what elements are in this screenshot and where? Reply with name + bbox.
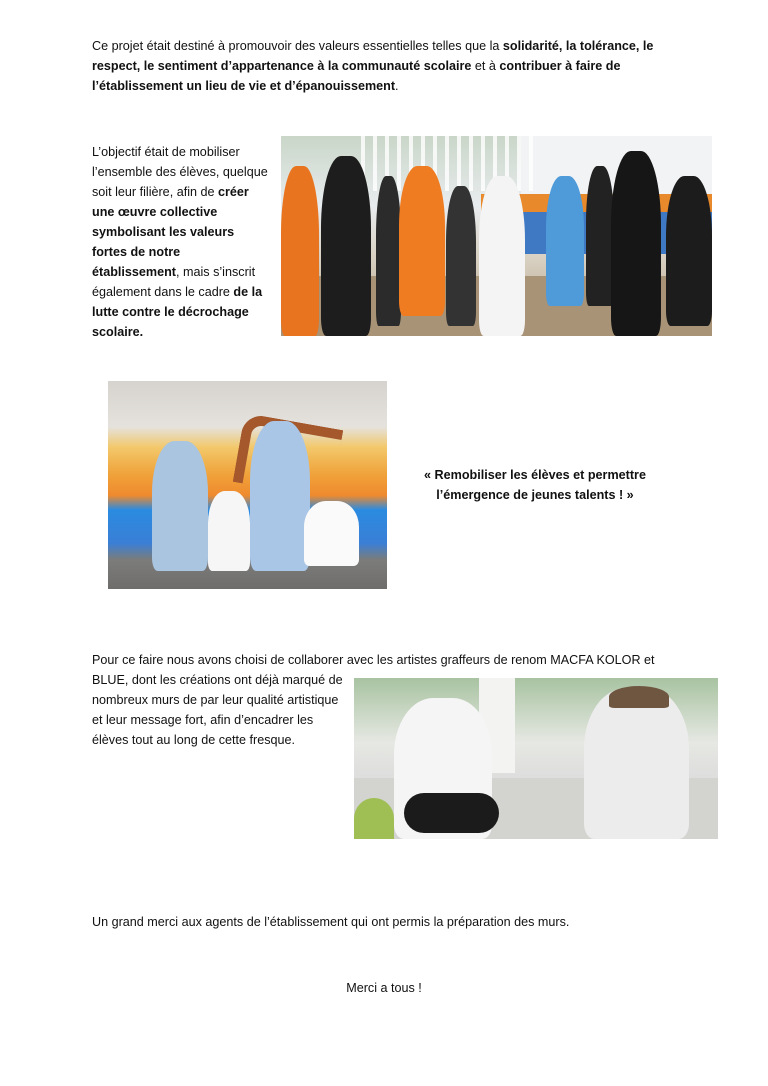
objective-bold-2: de la lutte contre le décrochage scolaire. bbox=[92, 285, 263, 339]
intro-goal-bold: contribuer à faire de l’établissement un lieu de vie et d’épanouissement bbox=[92, 59, 621, 93]
objective-text-2: , mais s’inscrit également dans le cadre bbox=[92, 265, 256, 299]
thanks-paragraph: Un grand merci aux agents de l’établissement qui ont permis la préparation des murs. bbox=[92, 915, 570, 929]
quote-line-2: l’émergence de jeunes talents ! » bbox=[436, 488, 634, 502]
intro-text-2: et à bbox=[471, 59, 500, 73]
collab-line-1: Pour ce faire nous avons choisi de collaborer avec les artistes graffeurs de renom MACFA KOLOR et bbox=[92, 653, 655, 667]
objective-paragraph bbox=[92, 142, 270, 342]
intro-text-3: . bbox=[395, 79, 399, 93]
intro-values-bold: solidarité, la tolérance, le respect, le sentiment d’appartenance à la communauté scolaire bbox=[92, 39, 654, 73]
students-courtyard-photo bbox=[281, 136, 712, 336]
closing-text: Merci a tous ! bbox=[346, 981, 422, 995]
objective-bold-1: créer une œuvre collective symbolisant les valeurs fortes de notre établissement bbox=[92, 185, 249, 279]
collab-paragraph-rest: BLUE, dont les créations ont déjà marqué de nombreux murs de par leur qualité artistique et leur message fort, afin d’encadrer les élèves tout au long de cette fresque. bbox=[92, 673, 343, 747]
objective-text-1: L’objectif était de mobiliser l’ensemble des élèves, quelque soit leur filière, afin de bbox=[92, 145, 268, 199]
quote-line-1: « Remobiliser les élèves et permettre bbox=[424, 468, 646, 482]
quote-text bbox=[420, 465, 650, 505]
intro-paragraph bbox=[92, 36, 682, 96]
artists-photo bbox=[354, 678, 718, 839]
mural-painting-photo bbox=[108, 381, 387, 589]
intro-text-1: Ce projet était destiné à promouvoir des valeurs essentielles telles que la bbox=[92, 39, 503, 53]
